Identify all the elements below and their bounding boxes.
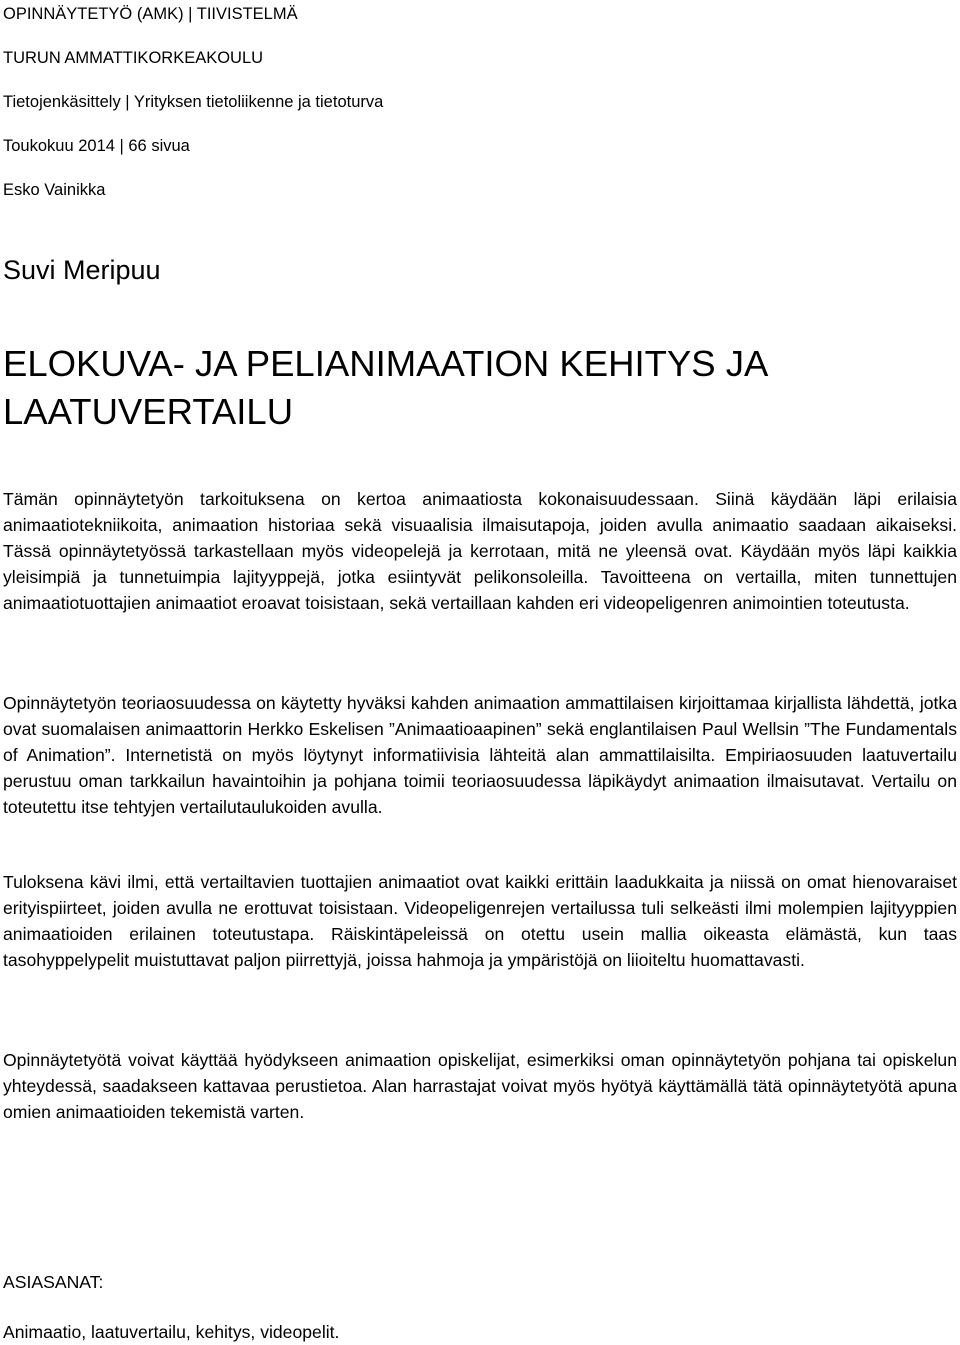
author-name: Suvi Meripuu	[3, 255, 161, 285]
keywords-list: Animaatio, laatuvertailu, kehitys, videopelit.	[3, 1322, 340, 1342]
thesis-title	[3, 340, 933, 436]
thesis-title-line-2: LAATUVERTAILU	[3, 391, 294, 432]
abstract-paragraph-purpose: Tämän opinnäytetyön tarkoituksena on kertoa animaatiosta kokonaisuudessaan. Siinä käydään läpi erilaisia animaatiotekniikoita, animaation historiaa sekä visuaalisia ilmaisutapoja, joiden avulla animaatio saadaan aikaiseksi. Tässä opinnäytetyössä tarkastellaan myös videopelejä ja kerrotaan, mitä ne yleensä ovat. Käydään myös läpi kaikkia yleisimpiä ja tunnetuimpia lajityyppejä, jotka esiintyvät pelikonsoleilla. Tavoitteena on vertailla, miten tunnettujen animaatiotuottajien animaatiot eroavat toisistaan, sekä vertaillaan kahden eri videopeligenren animointien toteutusta.	[3, 489, 957, 613]
abstract-paragraph-results: Tuloksena kävi ilmi, että vertailtavien tuottajien animaatiot ovat kaikki erittäin laadukkaita ja niissä on omat hienovaraiset erityispiirteet, joiden avulla ne erottuvat toisistaan. Videopeligenrejen vertailussa tuli selkeästi ilmi molempien lajityyppien animaatioiden erilainen toteutustapa. Räiskintäpeleissä on otettu usein mallia oikeasta elämästä, kun taas tasohyppelypelit muistuttavat paljon piirrettyjä, joissa hahmoja ja ympäristöjä on liioiteltu huomattavasti.	[3, 872, 957, 970]
supervisor-name: Esko Vainikka	[3, 181, 106, 199]
institution-name: TURUN AMMATTIKORKEAKOULU	[3, 49, 264, 67]
document-type-header: OPINNÄYTETYÖ (AMK) | TIIVISTELMÄ	[3, 5, 298, 23]
abstract-paragraph-usage: Opinnäytetyötä voivat käyttää hyödykseen animaation opiskelijat, esimerkiksi oman opinnäytetyön pohjana tai opiskelun yhteydessä, saadakseen kattavaa perustietoa. Alan harrastajat voivat myös hyötyä käyttämällä tätä opinnäytetyötä apuna omien animaatioiden tekemistä varten.	[3, 1050, 957, 1122]
date-and-page-count: Toukokuu 2014 | 66 sivua	[3, 137, 190, 155]
abstract-paragraph-method: Opinnäytetyön teoriaosuudessa on käytetty hyväksi kahden animaation ammattilaisen kirjoittamaa kirjallista lähdettä, jotka ovat suomalaisen animaattorin Herkko Eskelisen ”Animaatioaapinen” sekä englantilaisen Paul Wellsin ”The Fundamentals of Animation”. Internetistä on myös löytynyt informatiivisia lähteitä alan ammattilaisilta. Empiriaosuuden laatuvertailu perustuu oman tarkkailun havaintoihin ja pohjana toimii teoriaosuudessa läpikäydyt animaation ilmaisutavat. Vertailu on toteutettu itse tehtyjen vertailutaulukoiden avulla.	[3, 693, 957, 817]
thesis-title-line-1: ELOKUVA- JA PELIANIMAATION KEHITYS JA	[3, 343, 769, 384]
keywords-label: ASIASANAT:	[3, 1272, 104, 1292]
degree-programme: Tietojenkäsittely | Yrityksen tietoliikenne ja tietoturva	[3, 93, 384, 111]
